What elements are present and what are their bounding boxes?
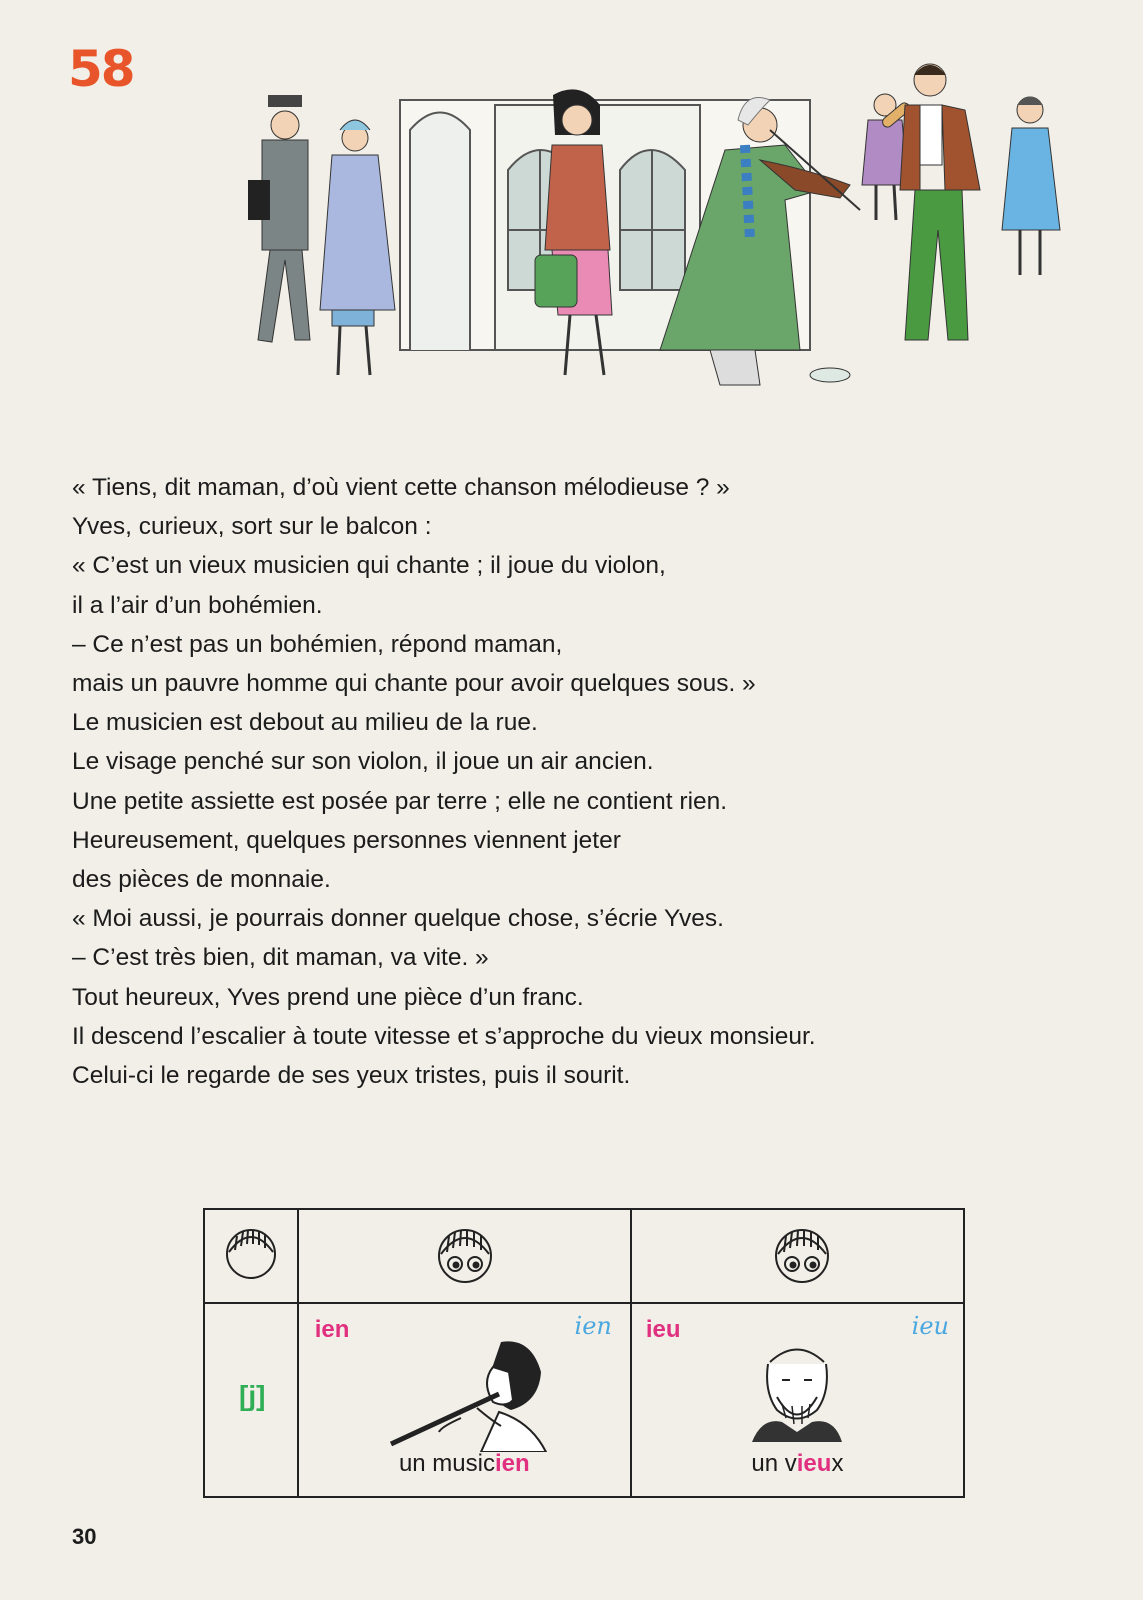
story-line: « C’est un vieux musicien qui chante ; il joue du violon,	[72, 552, 666, 580]
boy-playing-flute-icon	[381, 1322, 551, 1452]
story-line: – Ce n’est pas un bohémien, répond maman,	[72, 630, 563, 658]
page-number: 30	[72, 1524, 97, 1549]
story-line: – C’est très bien, dit maman, va vite. »	[72, 944, 489, 972]
story-line: Une petite assiette est posée par terre ; elle ne contient rien.	[72, 787, 728, 815]
story-line: Celui-ci le regarde de ses yeux tristes, puis il sourit.	[72, 1062, 631, 1090]
word-highlight: ien	[494, 1450, 530, 1477]
story-line: Tout heureux, Yves prend une pièce d’un franc.	[72, 983, 584, 1011]
phonics-head-cell	[631, 1209, 964, 1303]
phonics-table	[203, 1208, 965, 1498]
story-line: Le musicien est debout au milieu de la rue.	[72, 709, 538, 737]
word-highlight: ieu	[796, 1450, 832, 1477]
story-line: il a l’air d’un bohémien.	[72, 591, 323, 619]
grapheme-cell-ieu	[631, 1303, 964, 1497]
story-line: « Tiens, dit maman, d’où vient cette chanson mélodieuse ? »	[72, 474, 730, 501]
grapheme-cell-ien	[298, 1303, 631, 1497]
story-line: « Moi aussi, je pourrais donner quelque chose, s’écrie Yves.	[72, 905, 724, 933]
story-line: Le visage penché sur son violon, il joue un air ancien.	[72, 748, 654, 776]
phoneme-cell	[204, 1303, 298, 1497]
lesson-number: 58	[68, 40, 134, 98]
word-part: x	[831, 1450, 844, 1477]
phonics-head-cell	[204, 1209, 298, 1303]
story-line: Il descend l’escalier à toute vitesse et s’approche du vieux monsieur.	[72, 1022, 816, 1050]
example-word-vieux	[632, 1450, 963, 1478]
story-line: des pièces de monnaie.	[72, 866, 331, 894]
grapheme-label: ieu	[645, 1316, 681, 1343]
grapheme-label: ien	[314, 1316, 350, 1343]
story-line: Heureusement, quelques personnes viennent jeter	[72, 826, 621, 854]
face-eyes-icon	[770, 1222, 834, 1286]
phoneme-label: [j]	[239, 1380, 266, 1411]
story-line: mais un pauvre homme qui chante pour avoir quelques sous. »	[72, 670, 756, 698]
street-scene-violinist-illustration	[240, 50, 1090, 410]
face-eyes-icon	[433, 1222, 497, 1286]
cursive-label: ien	[574, 1312, 612, 1340]
story-line: Yves, curieux, sort sur le balcon :	[72, 513, 432, 541]
word-part: un v	[751, 1450, 797, 1477]
face-icon	[221, 1222, 281, 1282]
phonics-head-cell	[298, 1209, 631, 1303]
cursive-label: ieu	[911, 1312, 949, 1340]
word-part: un music	[398, 1450, 495, 1477]
example-word-musicien	[299, 1450, 630, 1478]
story-text	[72, 468, 1102, 1095]
old-man-icon	[742, 1332, 852, 1442]
